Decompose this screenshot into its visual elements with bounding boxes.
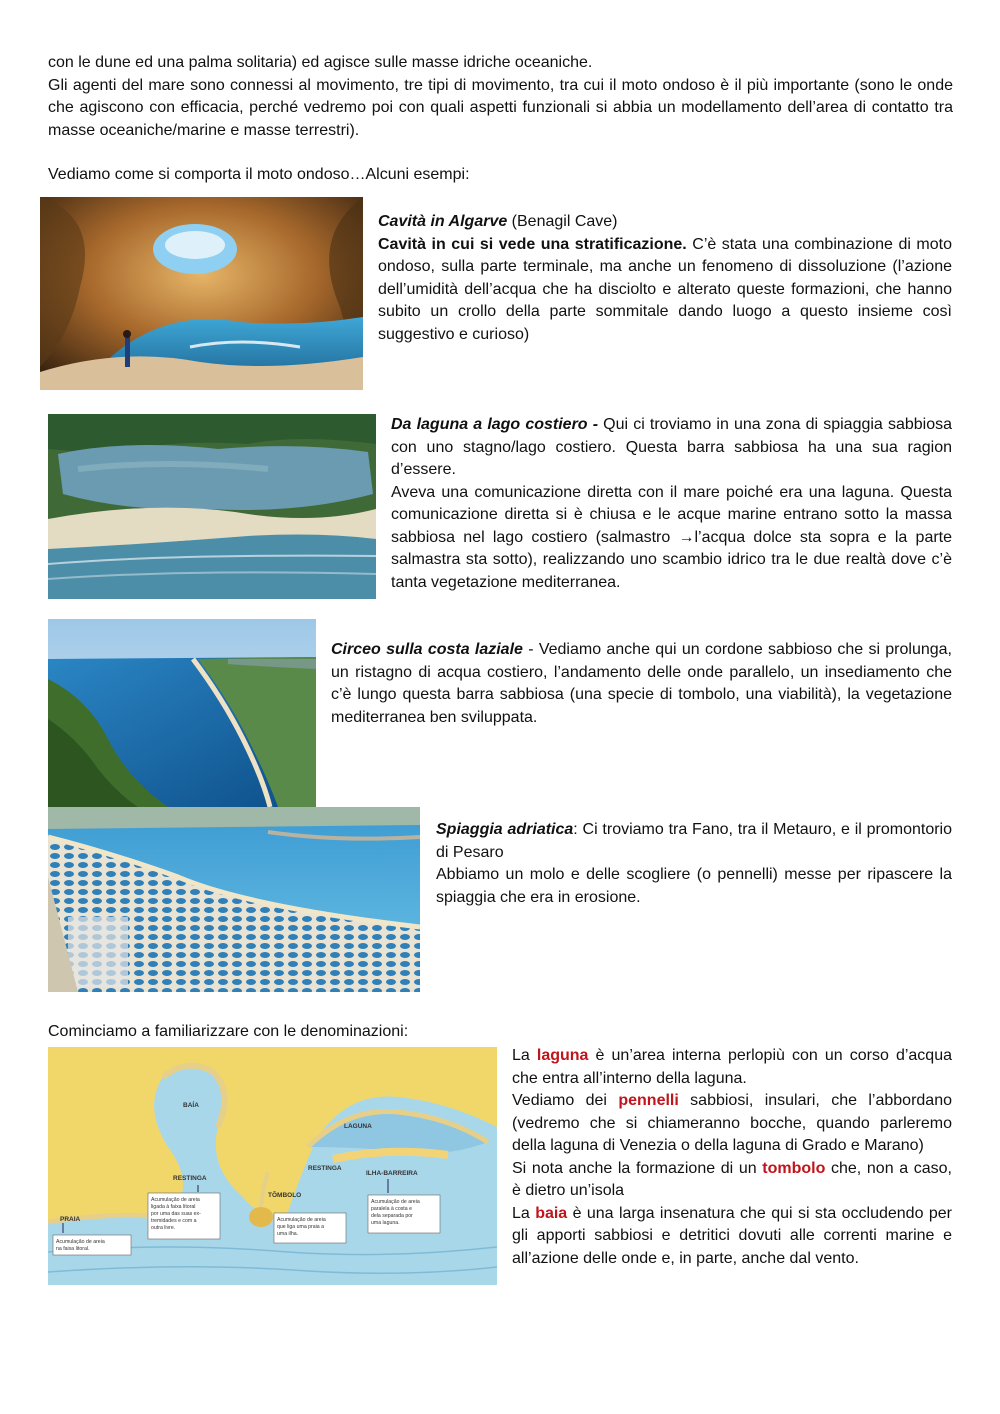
term-tombolo: tombolo <box>762 1159 826 1177</box>
algarve-cave-photo <box>40 197 363 390</box>
intro-text <box>48 52 953 187</box>
intro-line-3: Vediamo come si comporta il moto ondoso…Alcuni esempi: <box>48 166 470 183</box>
box-restinga-1: Acumulação de areia <box>151 1197 200 1203</box>
box-restinga-3: por uma das suas ex- <box>151 1211 201 1217</box>
algarve-text <box>378 211 952 346</box>
p2-b: sabbiosi, insulari, che l’abbordano (vedremo che si chiameranno bocche, quando parleremo della laguna di Venezia o della laguna di Grado e Marano) <box>512 1092 952 1154</box>
term-baia: baia <box>535 1204 568 1222</box>
p2-a: Vediamo dei <box>512 1092 619 1109</box>
spacer <box>48 142 953 164</box>
term-laguna: laguna <box>536 1047 589 1064</box>
pennelli-paragraph <box>512 1090 952 1158</box>
arrow-symbol: → <box>678 528 695 546</box>
box-tombolo-2: que liga uma praia a <box>277 1224 325 1230</box>
algarve-bold-sentence: Cavità in cui si vede una stratificazione. <box>378 235 687 253</box>
laguna-body-2: Aveva una comunicazione diretta con il mare poiché era una laguna. Questa comunicazione diretta si è chiusa e le acque marine entrano sotto la massa sabbiosa nel lago costiero (salmastro <box>391 483 952 546</box>
box-praia-2: na faixa litoral. <box>56 1246 90 1252</box>
box-ilha-3: dela separada por <box>371 1213 413 1219</box>
algarve-title-rest: (Benagil Cave) <box>507 213 618 230</box>
circeo-photo <box>48 619 316 807</box>
term-pennelli: pennelli <box>618 1092 679 1109</box>
box-praia-1: Acumulação de areia <box>56 1239 105 1245</box>
p1-a: La <box>512 1047 537 1064</box>
box-ilha-4: uma laguna. <box>371 1220 400 1226</box>
adriatica-body-2: Abbiamo un molo e delle scogliere (o pennelli) messe per ripascere la spiaggia che era in erosione. <box>436 866 952 906</box>
label-baia: BAÍA <box>183 1102 199 1109</box>
p4-a: La <box>512 1204 536 1222</box>
denominazioni-heading: Cominciamo a familiarizzare con le denominazioni: <box>48 1023 409 1040</box>
adriatica-title: Spiaggia adriatica <box>436 821 574 838</box>
p3-a: Si nota anche la formazione di un <box>512 1159 763 1177</box>
laguna-title: Da laguna a lago costiero - <box>391 416 599 433</box>
box-tombolo-3: uma ilha. <box>277 1231 299 1237</box>
circeo-title: Circeo sulla costa laziale <box>331 641 523 658</box>
label-tombolo: TÔMBOLO <box>268 1192 302 1199</box>
box-restinga-2: ligada à faixa litoral <box>151 1204 196 1210</box>
algarve-title: Cavità in Algarve <box>378 213 508 230</box>
adriatica-text <box>436 819 952 909</box>
algarve-body: C’è stata una combinazione di moto ondoso, sulla parte terminale, ma anche un fenomeno di dissoluzione (l’azione dell’umidità dell’acqua che ha disciolto e alterato queste formazioni, che hanno subito un crollo della parte sommitale dando luogo a questo insieme così suggestivo e curioso) <box>378 235 952 343</box>
box-restinga-5: outra livre. <box>151 1225 176 1231</box>
adriatica-body-1: : Ci troviamo tra Fano, tra il Metauro, e il promontorio di Pesaro <box>436 821 953 861</box>
circeo-body: - Vediamo anche qui un cordone sabbioso che si prolunga, un ristagno di acqua costiero, l’andamento delle onde parallelo, un insediamento che c’è lungo questa barra sabbiosa (una specie di tombolo, una viabilità), la vegetazione mediterranea ben sviluppata. <box>331 641 953 726</box>
baia-paragraph <box>512 1203 952 1271</box>
laguna-text <box>391 414 952 594</box>
box-restinga-4: tremidades e com a <box>151 1218 197 1224</box>
intro-line-1: con le dune ed una palma solitaria) ed agisce sulle masse idriche oceaniche. <box>48 54 593 71</box>
p4-b: è una larga insenatura che qui si sta occludendo per gli apporti sabbiosi e detritici dovuti alle correnti marine e all’azione delle onde e, in parte, anche dal vento. <box>512 1204 952 1267</box>
label-laguna: LAGUNA <box>344 1123 372 1130</box>
laguna-body-3: l’acqua dolce sta sopra e la parte salmastra sta sotto), realizzando uno scambio idrico tra le due realtà dove c’è tanta vegetazione mediterranea. <box>391 528 953 591</box>
adriatic-beach-photo <box>48 807 420 992</box>
p1-b: è un’area interna perlopiù con un corso d’acqua che entra all’interno della laguna. <box>512 1047 953 1087</box>
p3-b: che, non a caso, è dietro un’isola <box>512 1159 953 1199</box>
intro-line-2: Gli agenti del mare sono connessi al movimento, tre tipi di movimento, tra cui il moto ondoso è il più importante (sono le onde che agiscono con efficacia, perché vedremo poi con quali aspetti funzionali si abbia un modellamento dell’area di contatto tra masse oceaniche/marine e masse terrestri). <box>48 76 953 139</box>
box-ilha-2: paralela à costa e <box>371 1206 412 1212</box>
tombolo-paragraph <box>512 1158 952 1203</box>
label-praia: PRAIA <box>60 1216 81 1223</box>
denominazioni-text <box>512 1045 952 1270</box>
box-tombolo-1: Acumulação de areia <box>277 1217 326 1223</box>
circeo-text <box>331 639 952 729</box>
coastal-landforms-diagram <box>48 1047 497 1285</box>
label-restinga-1: RESTINGA <box>173 1175 207 1182</box>
label-restinga-2: RESTINGA <box>308 1165 342 1172</box>
label-ilha-barreira: ILHA-BARREIRA <box>366 1170 418 1177</box>
coastal-lake-photo <box>48 414 376 599</box>
box-ilha-1: Acumulação de areia <box>371 1199 420 1205</box>
laguna-paragraph <box>512 1045 952 1090</box>
laguna-body-1: Qui ci troviamo in una zona di spiaggia sabbiosa con uno stagno/lago costiero. Questa barra sabbiosa ha una sua ragion d’essere. <box>391 416 952 478</box>
